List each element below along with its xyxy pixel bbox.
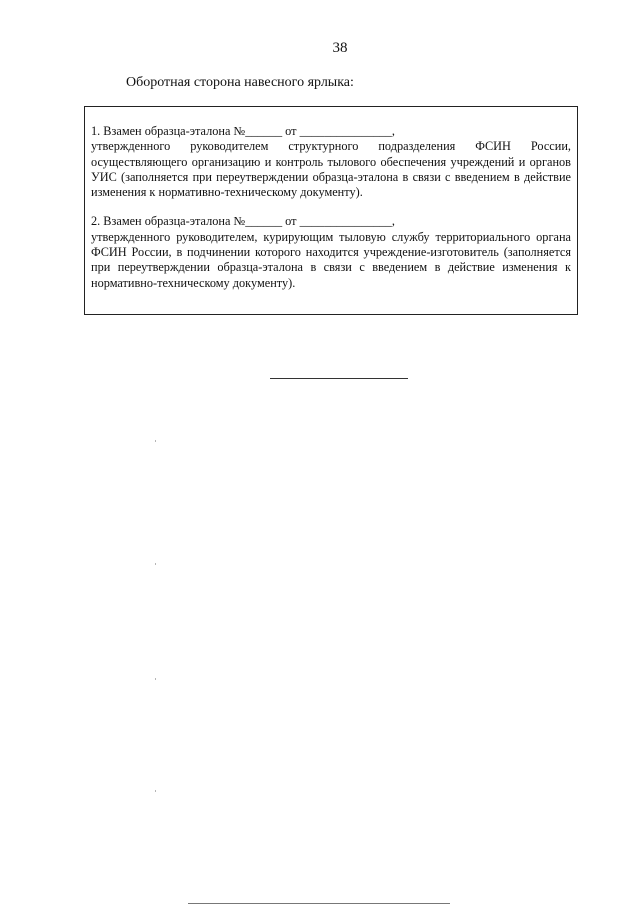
scan-mark	[155, 440, 156, 442]
scan-mark	[155, 678, 156, 680]
scan-mark	[155, 563, 156, 565]
tag-back-side-box	[84, 106, 578, 315]
entry-2-body: утвержденного руководителем, курирующим тыловую службу территориального органа ФСИН России, в подчинении которого находится учреждение-изготовитель (заполняется при переутверждении образца-эталона в связи с введением в действие изменения к нормативно-техническому документу).	[91, 229, 571, 290]
caption: Оборотная сторона навесного ярлыка:	[126, 75, 354, 90]
bottom-rule	[188, 903, 450, 904]
end-rule	[270, 378, 408, 379]
entry-1-head: 1. Взамен образца-эталона №______ от _______________,	[91, 124, 395, 138]
scan-mark	[155, 790, 156, 792]
entry-1-body: утвержденного руководителем структурного подразделения ФСИН России, осуществляющего организацию и контроль тылового обеспечения учреждений и органов УИС (заполняется при переутверждении образца-эталона в связи с введением в действие изменения к нормативно-техническому документу).	[91, 139, 571, 200]
entry-2	[91, 214, 571, 290]
entry-2-head: 2. Взамен образца-эталона №______ от _______________,	[91, 214, 395, 229]
page-number: 38	[332, 40, 348, 56]
entry-1	[91, 124, 571, 200]
